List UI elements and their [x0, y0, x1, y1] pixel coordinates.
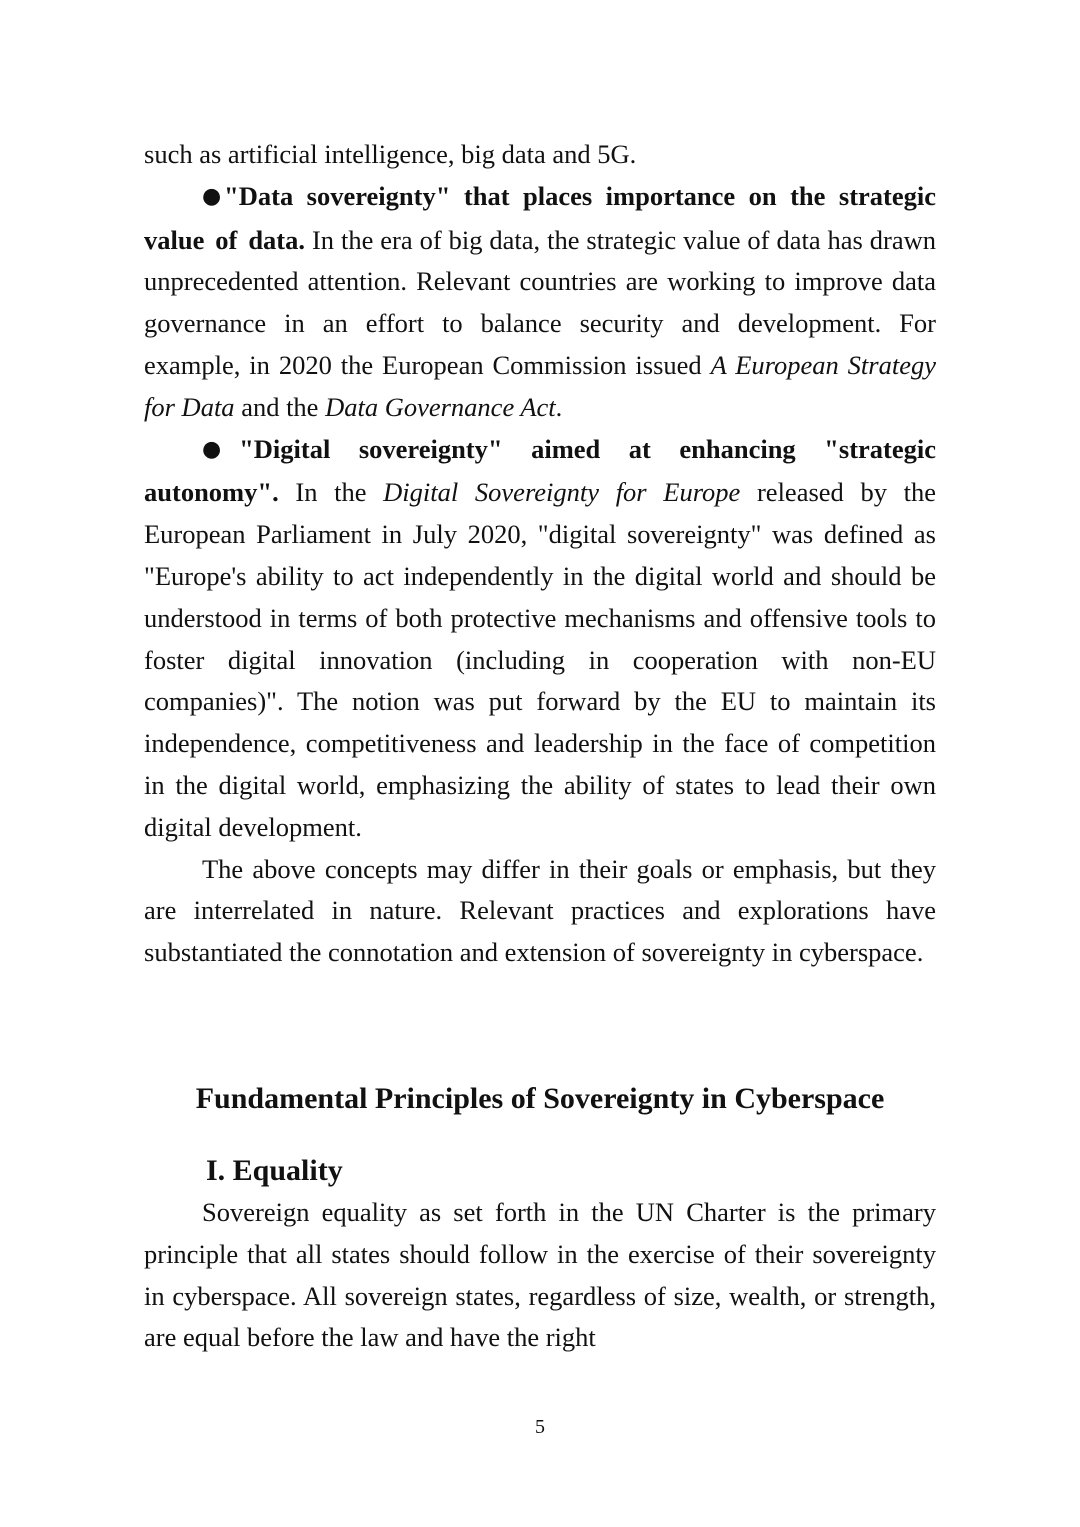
document-title: Data Governance Act	[325, 391, 556, 422]
bullet-icon: ●	[202, 436, 240, 462]
bullet-lead-digital-sovereignty: "Digital sovereignty" aimed at enhancing "strategic autonomy".	[144, 433, 936, 508]
body-text-upper	[144, 134, 936, 974]
bullet-text: In the era of big data, the strategic value of data has drawn unprecedented attention. Relevant countries are working to improve data governance in an effort to balance security and development. For example, in 2020 the European Commission issued	[144, 224, 937, 380]
bullet-text: .	[555, 391, 563, 422]
page-number: 5	[535, 1416, 545, 1438]
subsection-heading: I. Equality	[206, 1154, 343, 1187]
bullet-text: released by the European Parliament in July 2020, "digital sovereignty" was defined as "Europe's ability to act independently in the digital world and should be understood in terms of both protective mechanisms and offensive tools to foster digital innovation (including in cooperation with non-EU companies)". The notion was put forward by the EU to maintain its independence, competitiveness and leadership in the face of competition in the digital world, emphasizing the ability of states to lead their own digital development.	[144, 477, 936, 842]
paragraph-above-concepts: The above concepts may differ in their goals or emphasis, but they are interrelated in nature. Relevant practices and explorations have substantiated the connotation and extension of sovereignty in cyberspace.	[144, 853, 936, 968]
body-text-lower	[144, 1192, 936, 1359]
bullet-paragraph-digital-sovereignty	[144, 429, 936, 849]
bullet-lead-data-sovereignty: "Data sovereignty" that places importance on the strategic value of data.	[144, 180, 936, 255]
paragraph-equality: Sovereign equality as set forth in the UN Charter is the primary principle that all states should follow in the exercise of their sovereignty in cyberspace. All sovereign states, regardless of size, wealth, or strength, are equal before the law and have the right	[144, 1197, 936, 1353]
bullet-paragraph-data-sovereignty	[144, 176, 936, 429]
bullet-icon: ●	[202, 183, 225, 209]
document-title: A European Strategy for Data	[144, 349, 936, 422]
document-title: Digital Sovereignty for Europe	[383, 477, 741, 508]
bullet-text: and the	[234, 391, 326, 422]
continuation-paragraph: such as artificial intelligence, big data and 5G.	[144, 139, 637, 169]
section-heading: Fundamental Principles of Sovereignty in Cyberspace	[195, 1082, 885, 1115]
bullet-text: In the	[278, 477, 384, 508]
